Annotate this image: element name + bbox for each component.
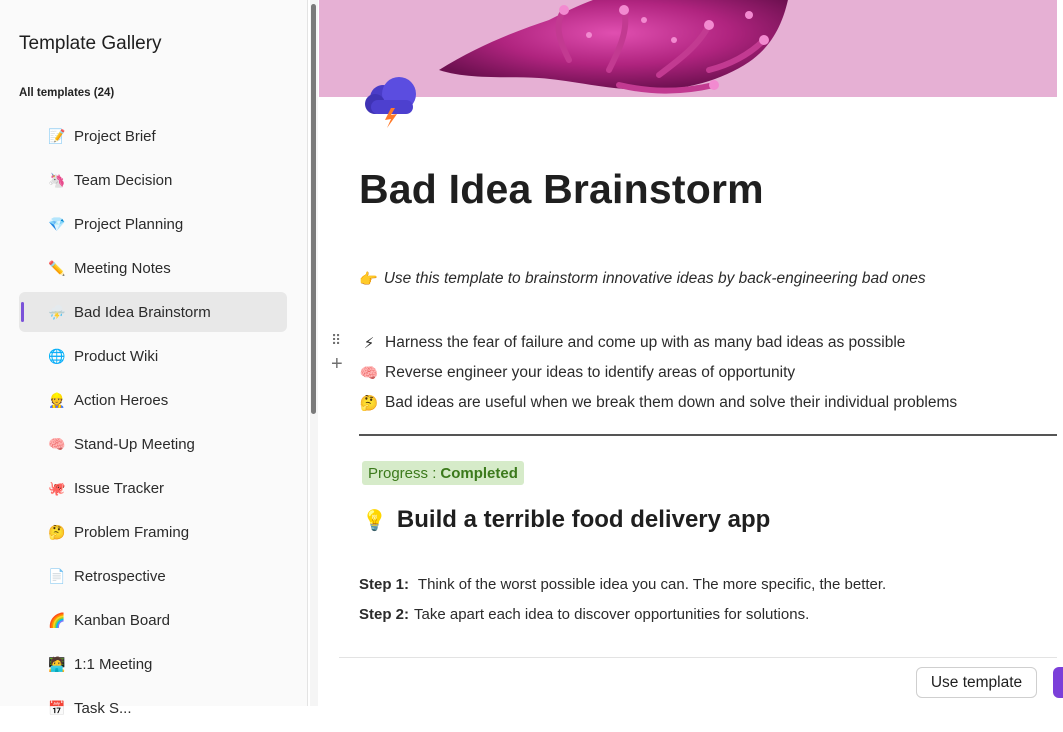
storm-cloud-icon: ⛈️: [48, 303, 66, 320]
section-heading: [362, 506, 770, 534]
lightning-icon: ⚡: [363, 335, 375, 352]
list-item: [359, 358, 957, 388]
sidebar-item-label: Project Brief: [74, 127, 156, 145]
octopus-icon: 🐙: [48, 479, 66, 496]
sidebar-item-label: Task S...: [74, 699, 132, 717]
brain-icon: 🧠: [359, 365, 379, 382]
thinking-face-icon: 🤔: [48, 523, 66, 540]
use-template-button[interactable]: Use template: [916, 667, 1037, 698]
step-1: [359, 576, 886, 593]
calendar-icon: 📅: [48, 699, 66, 716]
footer-divider: [339, 657, 1057, 658]
worker-icon: 👷: [48, 391, 66, 408]
drag-handle-icon[interactable]: ⠿: [331, 332, 341, 348]
sidebar-item-project-planning[interactable]: [19, 204, 287, 244]
sidebar-item-label: 1:1 Meeting: [74, 655, 153, 673]
primary-action-button[interactable]: [1053, 667, 1063, 698]
list-item-text: Bad ideas are useful when we break them down and solve their individual problems: [385, 394, 958, 411]
sidebar-item-bad-idea-brainstorm[interactable]: [19, 292, 287, 332]
light-bulb-icon: 💡: [362, 509, 387, 532]
sidebar-item-label: Meeting Notes: [74, 259, 171, 277]
pencil-icon: ✏️: [48, 259, 66, 276]
sidebar-item-one-on-one-meeting[interactable]: [19, 644, 287, 684]
progress-badge: [362, 461, 524, 485]
sidebar-item-task-s[interactable]: [19, 688, 287, 728]
sidebar-item-label: Bad Idea Brainstorm: [74, 303, 211, 321]
sidebar-item-label: Stand-Up Meeting: [74, 435, 195, 453]
sidebar-scrollbar-thumb[interactable]: [311, 4, 316, 414]
templates-count[interactable]: All templates (24): [19, 87, 115, 99]
sidebar-item-label: Project Planning: [74, 215, 184, 233]
cover-image: [319, 0, 1057, 97]
sidebar-item-label: Team Decision: [74, 171, 173, 189]
sidebar-item-retrospective[interactable]: [19, 556, 287, 596]
brain-icon: 🧠: [48, 435, 66, 452]
intro-callout: [359, 270, 926, 288]
memo-icon: 📝: [48, 127, 66, 144]
technologist-icon: 🧑‍💻: [48, 655, 66, 672]
list-item-text: Reverse engineer your ideas to identify areas of opportunity: [385, 364, 796, 381]
template-list: [19, 116, 287, 732]
sidebar-item-issue-tracker[interactable]: [19, 468, 287, 508]
sidebar-title: Template Gallery: [19, 33, 162, 54]
sidebar-item-product-wiki[interactable]: [19, 336, 287, 376]
list-item: [359, 388, 957, 418]
sidebar-item-kanban-board[interactable]: [19, 600, 287, 640]
sidebar-item-label: Problem Framing: [74, 523, 190, 541]
progress-value: Completed: [440, 464, 518, 482]
step-label: Step 1:: [359, 576, 410, 593]
page-icon: 📄: [48, 567, 66, 584]
list-item-text: Harness the fear of failure and come up with as many bad ideas as possible: [385, 334, 906, 351]
sidebar-item-action-heroes[interactable]: [19, 380, 287, 420]
progress-label: Progress :: [368, 464, 437, 482]
sidebar-item-stand-up-meeting[interactable]: [19, 424, 287, 464]
sidebar-item-label: Issue Tracker: [74, 479, 165, 497]
divider: [359, 434, 1057, 436]
step-2: [359, 606, 809, 623]
storm-cloud-icon: [361, 72, 421, 128]
step-text: Take apart each idea to discover opportunities for solutions.: [414, 606, 810, 623]
step-text: Think of the worst possible idea you can. The more specific, the better.: [414, 576, 887, 593]
sidebar-item-project-brief[interactable]: [19, 116, 287, 156]
template-sidebar: [0, 0, 308, 717]
sidebar-item-meeting-notes[interactable]: [19, 248, 287, 288]
sidebar-item-label: Action Heroes: [74, 391, 169, 409]
sidebar-item-label: Kanban Board: [74, 611, 170, 629]
coral-cover-art: [319, 0, 1057, 97]
list-item: [359, 328, 957, 358]
globe-icon: 🌐: [48, 347, 66, 364]
sidebar-item-label: Product Wiki: [74, 347, 159, 365]
pointing-hand-icon: 👉: [359, 271, 378, 288]
add-block-icon[interactable]: +: [331, 353, 343, 375]
step-label: Step 2:: [359, 606, 410, 623]
thinking-face-icon: 🤔: [359, 395, 379, 412]
sidebar-item-team-decision[interactable]: [19, 160, 287, 200]
sidebar-item-problem-framing[interactable]: [19, 512, 287, 552]
page-title: Bad Idea Brainstorm: [359, 166, 764, 212]
section-heading-text: Build a terrible food delivery app: [396, 506, 771, 533]
benefit-list: [359, 328, 957, 418]
unicorn-icon: 🦄: [48, 171, 66, 188]
intro-text: Use this template to brainstorm innovative ideas by back-engineering bad ones: [383, 270, 926, 287]
template-preview: [319, 0, 1057, 706]
gem-icon: 💎: [48, 215, 66, 232]
sidebar-item-label: Retrospective: [74, 567, 166, 585]
rainbow-icon: 🌈: [48, 611, 66, 628]
